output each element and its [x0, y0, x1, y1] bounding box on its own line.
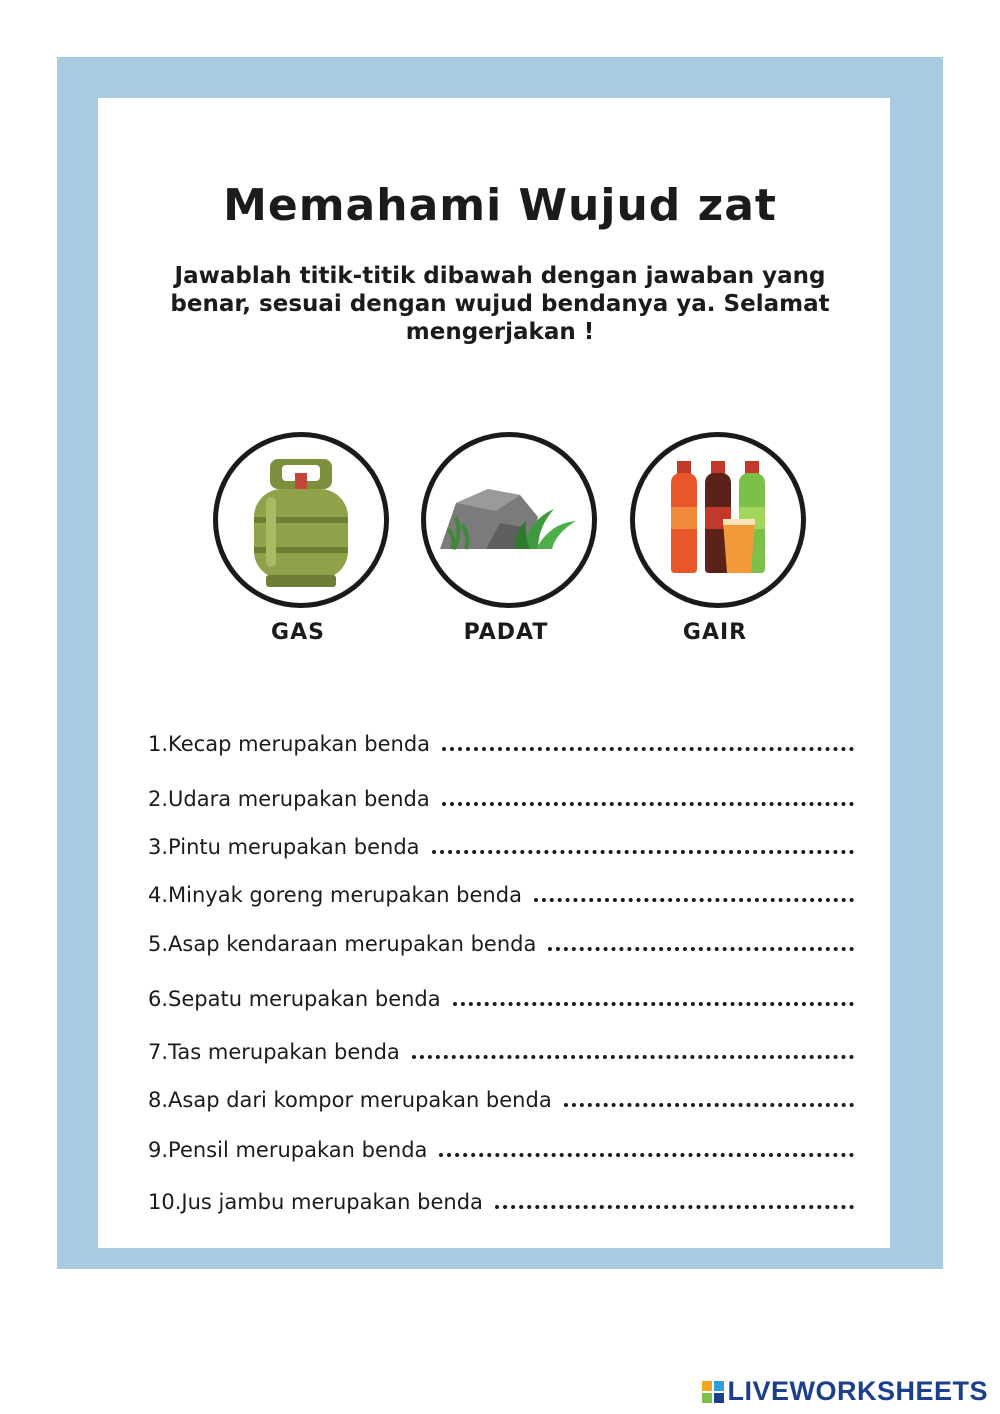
question-row	[148, 1082, 854, 1112]
liveworksheets-logo-icon	[702, 1381, 724, 1403]
answer-blank[interactable]	[412, 1055, 854, 1059]
brand-name: LIVEWORKSHEETS	[727, 1376, 988, 1406]
label-padat: PADAT	[463, 620, 549, 645]
question-text: 8.Asap dari kompor merupakan benda	[148, 1088, 552, 1112]
question-row	[148, 1184, 854, 1214]
gas-circle	[213, 432, 389, 608]
label-gas: GAS	[271, 620, 325, 645]
answer-blank[interactable]	[432, 850, 854, 854]
label-gair: GAIR	[682, 620, 748, 645]
question-row	[148, 726, 854, 756]
question-text: 2.Udara merupakan benda	[148, 787, 430, 811]
answer-blank[interactable]	[442, 802, 854, 806]
question-text: 5.Asap kendaraan merupakan benda	[148, 932, 537, 956]
question-row	[148, 1132, 854, 1162]
question-text: 10.Jus jambu merupakan benda	[148, 1190, 483, 1214]
liveworksheets-brand[interactable]	[702, 1376, 988, 1407]
padat-circle	[421, 432, 597, 608]
question-text: 1.Kecap merupakan benda	[148, 732, 431, 756]
worksheet-instructions: Jawablah titik-titik dibawah dengan jawaban yang benar, sesuai dengan wujud bendanya ya. Selamat mengerjakan !	[170, 263, 830, 345]
question-row	[148, 877, 854, 907]
answer-blank[interactable]	[495, 1205, 854, 1209]
question-text: 9.Pensil merupakan benda	[148, 1138, 428, 1162]
answer-blank[interactable]	[564, 1103, 854, 1107]
question-text: 4.Minyak goreng merupakan benda	[148, 883, 522, 907]
rock-icon	[426, 437, 592, 603]
question-text: 7.Tas merupakan benda	[148, 1040, 400, 1064]
answer-blank[interactable]	[453, 1002, 854, 1006]
bottles-icon	[635, 437, 801, 603]
question-row	[148, 1034, 854, 1064]
gair-circle	[630, 432, 806, 608]
question-row	[148, 829, 854, 859]
gas-cylinder-icon	[218, 437, 384, 603]
question-row	[148, 926, 854, 956]
worksheet-title: Memahami Wujud zat	[223, 180, 777, 231]
question-text: 3.Pintu merupakan benda	[148, 835, 420, 859]
answer-blank[interactable]	[442, 747, 854, 751]
question-text: 6.Sepatu merupakan benda	[148, 987, 441, 1011]
question-row	[148, 781, 854, 811]
question-row	[148, 981, 854, 1011]
answer-blank[interactable]	[534, 898, 854, 902]
answer-blank[interactable]	[548, 947, 854, 951]
answer-blank[interactable]	[439, 1153, 854, 1157]
